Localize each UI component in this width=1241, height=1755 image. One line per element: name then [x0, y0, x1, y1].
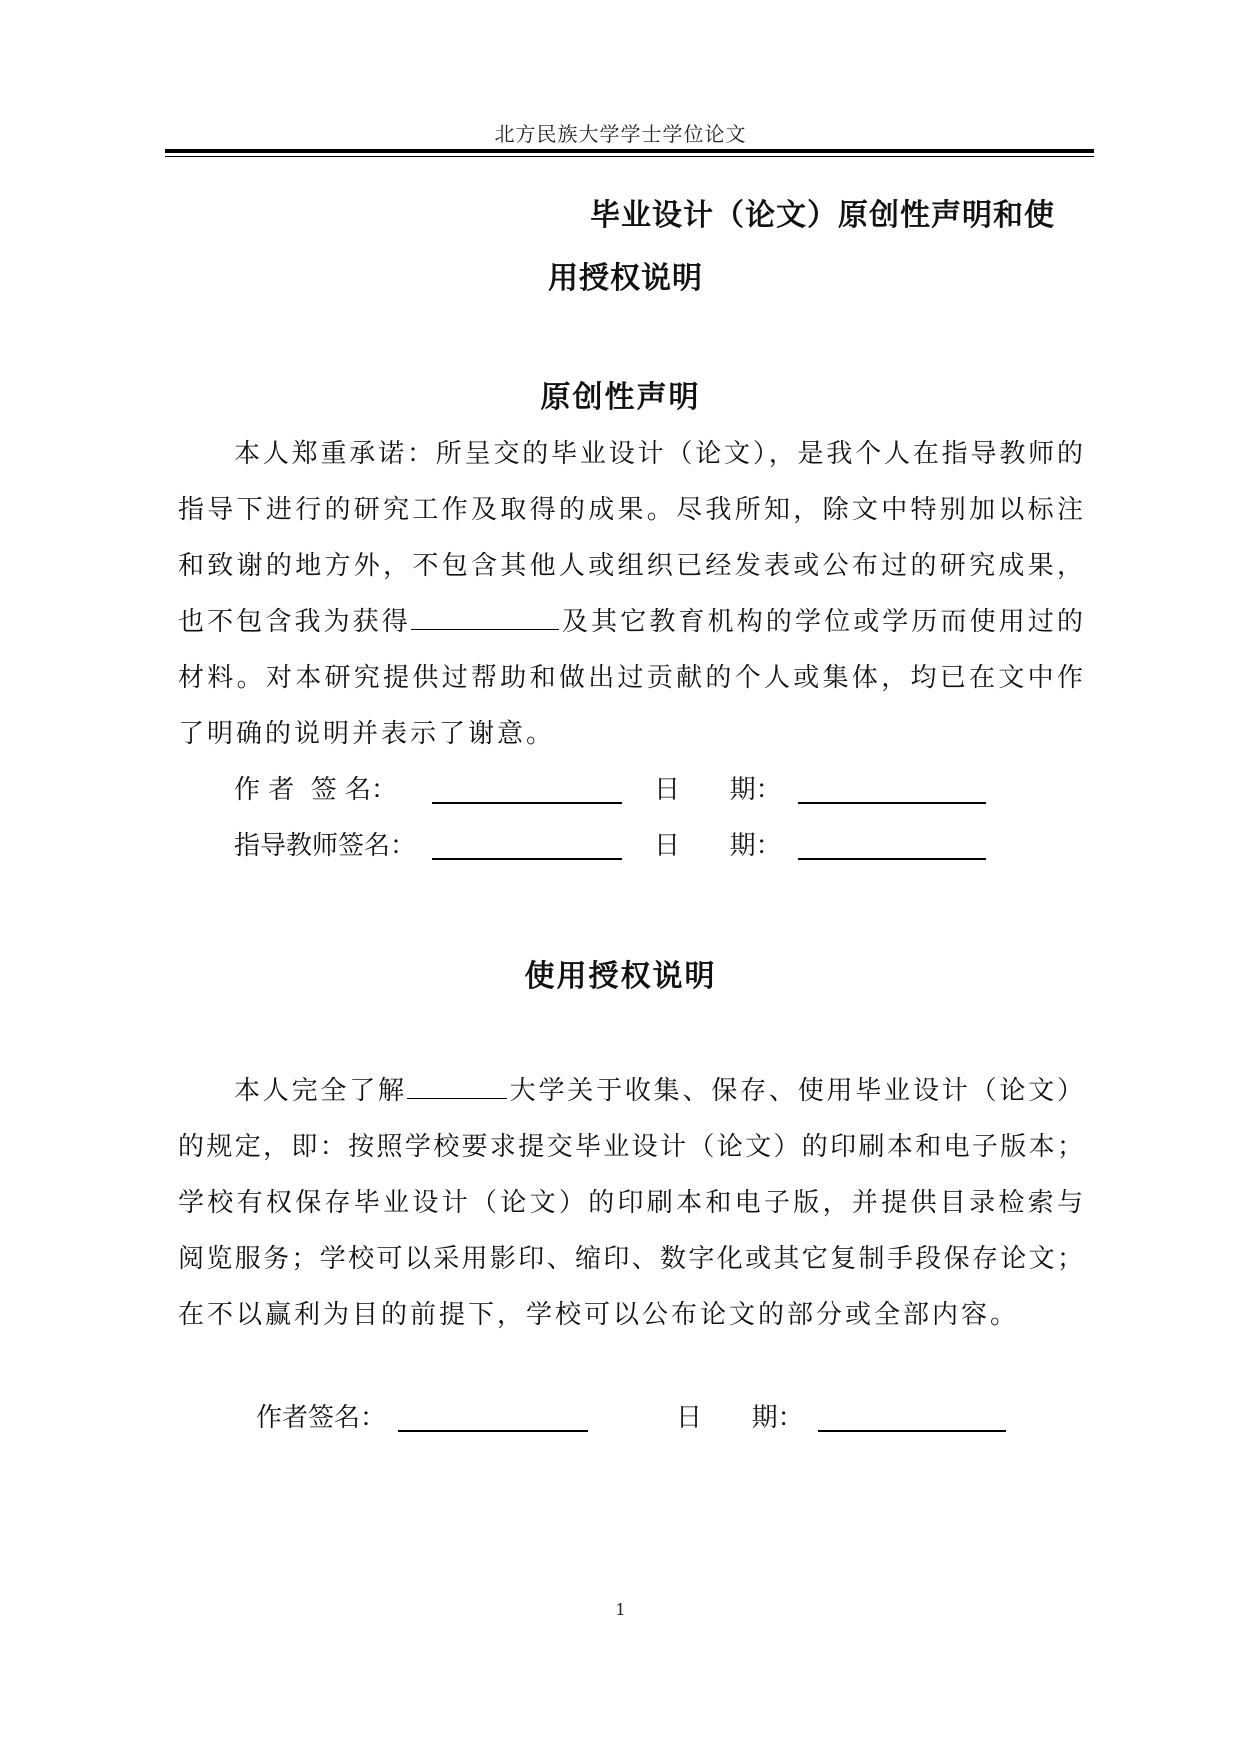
- document-title-line-1: 毕业设计（论文）原创性声明和使: [590, 198, 1055, 233]
- advisor-signature-label: 指导教师签名：: [234, 831, 417, 861]
- originality-line-6: 了明确的说明并表示了谢意。: [178, 719, 556, 749]
- authorization-phrase-before: 本人完全了解: [234, 1076, 407, 1106]
- institution-blank[interactable]: [411, 609, 559, 630]
- advisor-date-label: 日 期：: [654, 831, 782, 861]
- author-signature-label: 作 者 签 名：: [234, 775, 398, 805]
- document-title-line-2: 用授权说明: [548, 261, 703, 296]
- authorization-line-4: 阅览服务；学校可以采用影印、缩印、数字化或其它复制手段保存论文；: [178, 1244, 1083, 1274]
- advisor-signature-row: [0, 818, 1241, 874]
- authorization-signature-label: 作者签名：: [256, 1403, 387, 1433]
- authorization-phrase-after: 大学关于收集、保存、使用毕业设计（论文）: [506, 1076, 1083, 1106]
- university-blank[interactable]: [407, 1078, 507, 1099]
- degree-phrase-before: 也不包含我为获得: [178, 607, 411, 637]
- header-rule-thin: [165, 156, 1094, 157]
- degree-phrase-after: 及其它教育机构的学位或学历而使用过的: [558, 607, 1083, 637]
- authorization-line-1: [234, 1063, 1083, 1119]
- header-rule: [165, 149, 1094, 153]
- authorization-date-label: 日 期：: [676, 1403, 804, 1433]
- originality-line-2: 指导下进行的研究工作及取得的成果。尽我所知，除文中特别加以标注: [178, 495, 1083, 525]
- page-number: 1: [615, 1600, 626, 1619]
- advisor-date-line[interactable]: [798, 858, 986, 860]
- author-signature-line[interactable]: [432, 802, 622, 804]
- author-date-line[interactable]: [798, 802, 986, 804]
- originality-line-5: 材料。对本研究提供过帮助和做出过贡献的个人或集体，均已在文中作: [178, 663, 1083, 693]
- authorization-line-5: 在不以赢利为目的前提下，学校可以公布论文的部分或全部内容。: [178, 1300, 1020, 1330]
- authorization-line-2: 的规定，即：按照学校要求提交毕业设计（论文）的印刷本和电子版本；: [178, 1132, 1083, 1162]
- originality-line-3: 和致谢的地方外，不包含其他人或组织已经发表或公布过的研究成果，: [178, 551, 1083, 581]
- originality-line-4: [178, 594, 1083, 650]
- originality-heading: 原创性声明: [540, 380, 701, 415]
- advisor-signature-line[interactable]: [432, 858, 622, 860]
- authorization-signature-line[interactable]: [398, 1430, 588, 1432]
- authorization-heading: 使用授权说明: [524, 959, 717, 994]
- authorization-line-3: 学校有权保存毕业设计（论文）的印刷本和电子版，并提供目录检索与: [178, 1188, 1083, 1218]
- author-signature-row: [0, 762, 1241, 818]
- running-header: 北方民族大学学士学位论文: [494, 122, 747, 146]
- authorization-date-line[interactable]: [818, 1430, 1006, 1432]
- authorization-signature-row: [0, 1390, 1241, 1446]
- originality-line-1: 本人郑重承诺：所呈交的毕业设计（论文），是我个人在指导教师的: [234, 439, 1083, 469]
- author-date-label: 日 期：: [654, 775, 782, 805]
